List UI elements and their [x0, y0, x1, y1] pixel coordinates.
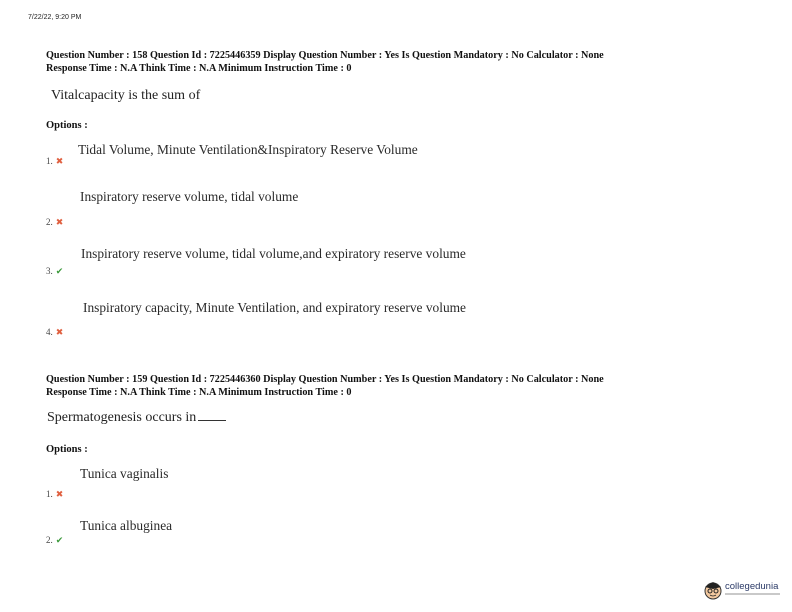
cross-icon: ✖: [55, 218, 64, 228]
print-timestamp: 7/22/22, 9:20 PM: [28, 14, 82, 21]
logo-tagline: [725, 593, 780, 595]
answer-blank: [198, 410, 226, 421]
question-text: Spermatogenesis occurs in: [47, 410, 226, 426]
option-text: Inspiratory reserve volume, tidal volume,and expiratory reserve volume: [81, 246, 466, 261]
checkmark-icon: ✔: [55, 536, 64, 546]
collegedunia-logo: [703, 578, 783, 604]
cross-icon: ✖: [55, 157, 64, 167]
option-text: Tunica vaginalis: [80, 466, 169, 481]
options-label: Options :: [46, 120, 88, 131]
option-text: Tidal Volume, Minute Ventilation&Inspiratory Reserve Volume: [78, 142, 418, 157]
question-meta-line1: Question Number : 159 Question Id : 7225446360 Display Question Number : Yes Is Question Mandatory : No Calculator : None: [46, 374, 604, 385]
option-number: 3. ✔: [46, 266, 64, 277]
option-text: Inspiratory reserve volume, tidal volume: [80, 189, 299, 204]
options-label: Options :: [46, 444, 88, 455]
cross-icon: ✖: [55, 490, 64, 500]
cross-icon: ✖: [55, 328, 64, 338]
question-meta-line1: Question Number : 158 Question Id : 7225446359 Display Question Number : Yes Is Question Mandatory : No Calculator : None: [46, 50, 604, 61]
option-text: Tunica albuginea: [80, 518, 173, 533]
option-text: Inspiratory capacity, Minute Ventilation, and expiratory reserve volume: [83, 300, 466, 315]
collegedunia-mascot-icon: [703, 579, 723, 601]
option-number: 4. ✖: [46, 327, 64, 338]
option-number: 2. ✔: [46, 535, 64, 546]
option-number: 1. ✖: [46, 489, 64, 500]
checkmark-icon: ✔: [55, 267, 64, 277]
question-meta-line2: Response Time : N.A Think Time : N.A Minimum Instruction Time : 0: [46, 387, 352, 398]
logo-text: collegedunia: [725, 581, 779, 592]
option-number: 2. ✖: [46, 217, 64, 228]
question-text: Vitalcapacity is the sum of: [51, 88, 201, 103]
option-number: 1. ✖: [46, 156, 64, 167]
question-meta-line2: Response Time : N.A Think Time : N.A Minimum Instruction Time : 0: [46, 63, 352, 74]
